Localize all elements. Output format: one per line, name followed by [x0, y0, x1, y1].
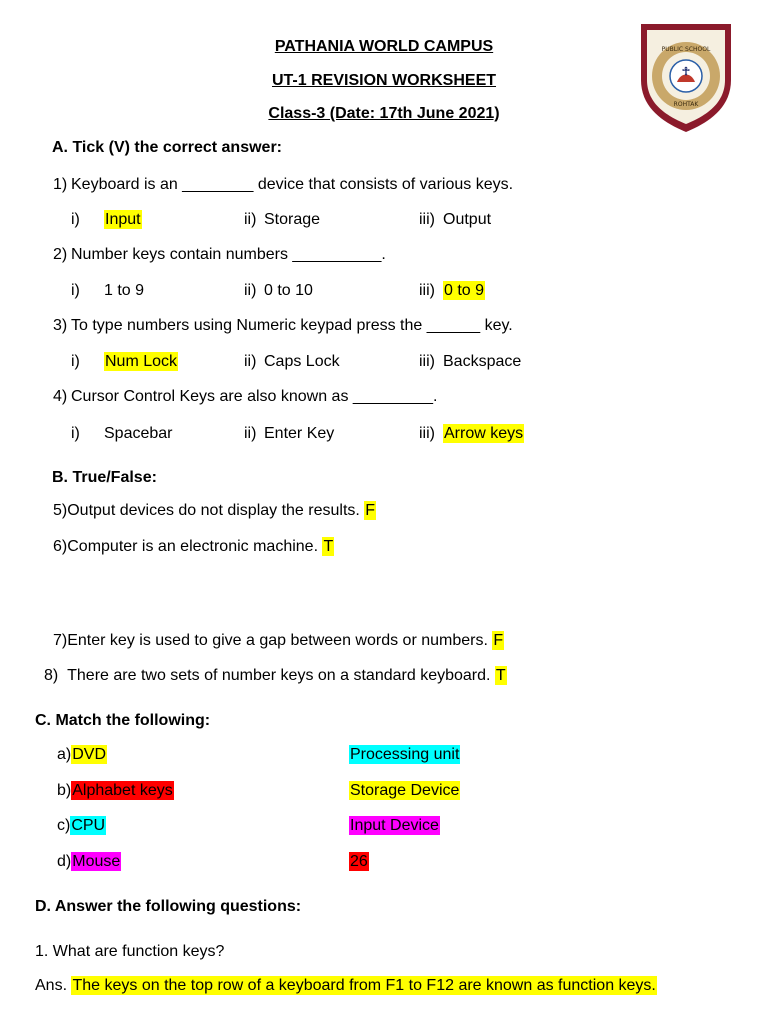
option-label: i): [71, 425, 80, 442]
match-left-text: Mouse: [72, 853, 121, 870]
question-text: Number keys contain numbers __________.: [71, 246, 386, 263]
match-right: [349, 852, 369, 872]
option-label: ii): [244, 353, 257, 370]
tf-answer: T: [323, 538, 334, 555]
question-text: Cursor Control Keys are also known as _________.: [71, 388, 438, 405]
tf-text: There are two sets of number keys on a standard keyboard.: [67, 667, 491, 684]
svg-text:☥: ☥: [681, 65, 691, 78]
question-number: 3): [53, 317, 68, 334]
tf-item: [53, 501, 376, 521]
option-label: iii): [419, 282, 435, 299]
section-a-heading: A. Tick (V) the correct answer:: [52, 139, 282, 156]
section-b-heading: B. True/False:: [52, 469, 157, 486]
match-right: [349, 781, 460, 801]
option-text: 1 to 9: [104, 282, 145, 299]
question-text: Keyboard is an ________ device that consists of various keys.: [71, 176, 514, 193]
class-date: Class-3 (Date: 17th June 2021): [268, 105, 500, 122]
option-label: iii): [419, 425, 435, 442]
option-text: Output: [443, 211, 492, 228]
option-text: Spacebar: [104, 425, 173, 442]
tf-item: [44, 666, 507, 686]
match-left: [57, 852, 121, 872]
match-label: a): [57, 746, 72, 763]
option-label: ii): [244, 425, 257, 442]
tf-number: 8): [44, 667, 59, 684]
option-label: i): [71, 353, 80, 370]
answer-highlight: Num Lock: [105, 353, 178, 370]
option-text: 0 to 10: [264, 282, 313, 299]
tf-item: [53, 537, 334, 557]
answer-highlight: Input: [105, 211, 141, 228]
option-text: [443, 424, 524, 444]
answer-highlight: 0 to 9: [444, 282, 485, 299]
answer-line: [35, 976, 657, 996]
option-label: ii): [244, 282, 257, 299]
question-number: 4): [53, 388, 68, 405]
match-left: [57, 816, 106, 836]
tf-text: Computer is an electronic machine.: [67, 538, 319, 555]
match-right-text: 26: [350, 853, 368, 870]
school-title: PATHANIA WORLD CAMPUS: [274, 38, 494, 55]
match-left: [57, 745, 107, 765]
match-right-text: Storage Device: [350, 782, 460, 799]
option-label: i): [71, 282, 80, 299]
match-right-text: Processing unit: [350, 746, 460, 763]
logo-text-top: PUBLIC SCHOOL: [661, 46, 711, 53]
tf-answer: T: [495, 667, 506, 684]
question-number: 2): [53, 246, 68, 263]
option-label: iii): [419, 211, 435, 228]
match-right-text: Input Device: [350, 817, 439, 834]
tf-number: 7): [53, 632, 68, 649]
option-text: [104, 352, 178, 372]
match-label: b): [57, 782, 72, 799]
match-label: d): [57, 853, 72, 870]
tf-answer: F: [365, 502, 376, 519]
section-d-heading: D. Answer the following questions:: [35, 898, 302, 915]
question-number: 1): [53, 176, 68, 193]
option-text: [443, 281, 485, 301]
answer-text: The keys on the top row of a keyboard from F1 to F12 are known as function keys.: [72, 977, 656, 994]
tf-number: 5): [53, 502, 68, 519]
match-left: [57, 781, 174, 801]
option-text: [104, 210, 142, 230]
answer-highlight: Arrow keys: [444, 425, 524, 442]
tf-item: [53, 631, 504, 651]
tf-number: 6): [53, 538, 68, 555]
match-left-text: DVD: [72, 746, 107, 763]
option-text: Caps Lock: [264, 353, 340, 370]
match-left-text: CPU: [71, 817, 106, 834]
answer-label: Ans.: [35, 977, 68, 994]
question-text: 1. What are function keys?: [35, 943, 225, 960]
option-label: iii): [419, 353, 435, 370]
option-text: Enter Key: [264, 425, 335, 442]
match-right: [349, 745, 460, 765]
match-left-text: Alphabet keys: [72, 782, 173, 799]
tf-text: Enter key is used to give a gap between words or numbers.: [67, 632, 488, 649]
option-text: Backspace: [443, 353, 522, 370]
section-c-heading: C. Match the following:: [35, 712, 211, 729]
worksheet-title: UT-1 REVISION WORKSHEET: [271, 72, 497, 89]
logo-text-bottom: ROHTAK: [673, 101, 699, 108]
match-right: [349, 816, 440, 836]
option-text: Storage: [264, 211, 321, 228]
option-label: ii): [244, 211, 257, 228]
option-label: i): [71, 211, 80, 228]
tf-answer: F: [493, 632, 504, 649]
tf-text: Output devices do not display the results.: [67, 502, 360, 519]
question-text: To type numbers using Numeric keypad press the ______ key.: [71, 317, 513, 334]
match-label: c): [57, 817, 71, 834]
